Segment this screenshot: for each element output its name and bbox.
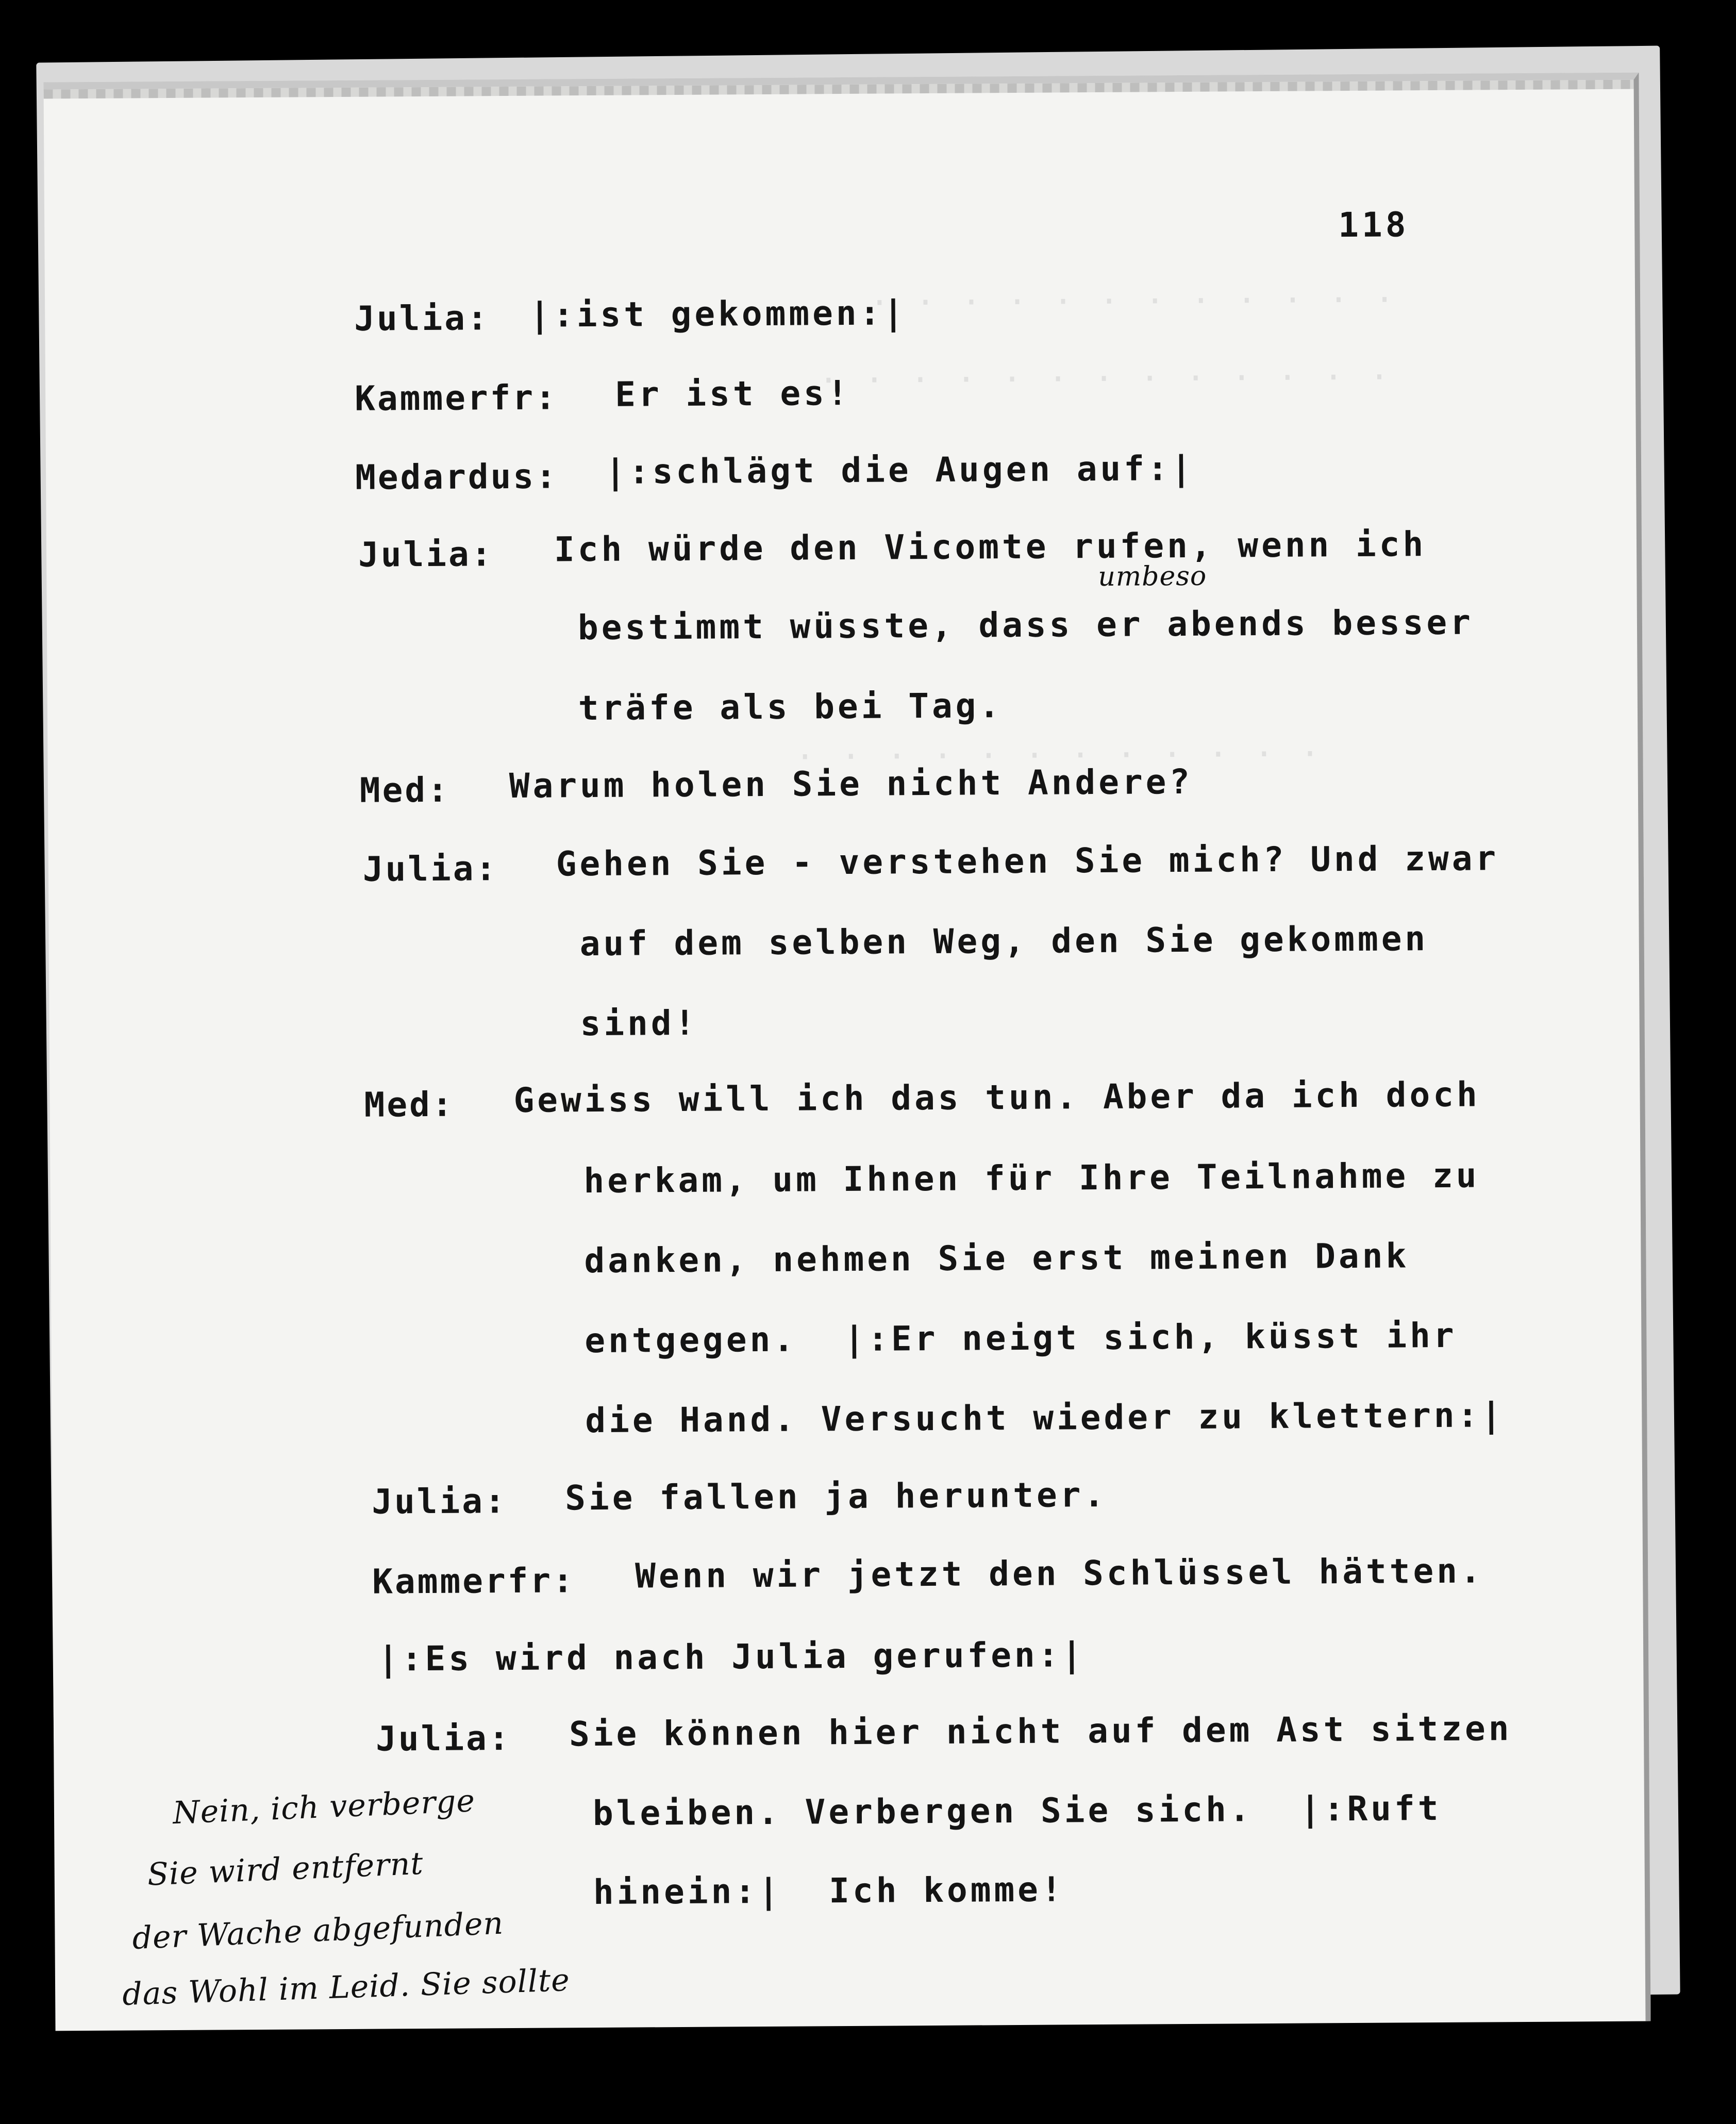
dialogue-line: bleiben. Verbergen Sie sich. |:Ruft — [592, 1788, 1442, 1834]
speaker-label: Med: — [359, 770, 450, 810]
typescript-page — [43, 73, 1650, 2031]
dialogue-line: Gehen Sie - verstehen Sie mich? Und zwar — [556, 838, 1499, 884]
stage-direction: |:Es wird nach Julia gerufen:| — [377, 1635, 1086, 1679]
handwritten-margin-note: der Wache abgefunden — [131, 1905, 505, 1957]
bleed-through-text: . . . . . . . . . . . . — [795, 726, 1323, 768]
speaker-label: Medardus: — [355, 456, 559, 497]
dialogue-line: auf dem selben Weg, den Sie gekommen — [579, 919, 1429, 964]
bleed-through-text: . . . . . . . . . . . . . — [818, 349, 1393, 391]
dialogue-line: die Hand. Versucht wieder zu klettern:| — [585, 1395, 1505, 1441]
bleed-through-text: . . . . . . . . . . . . — [869, 272, 1398, 313]
handwritten-margin-note: Nein, ich verberge — [172, 1783, 476, 1832]
speaker-label: Julia: — [358, 534, 494, 575]
speaker-label: Julia: — [372, 1481, 507, 1522]
dialogue-line: Er ist es! — [614, 373, 851, 414]
dialogue-line: sind! — [580, 1003, 698, 1044]
dialogue-line: Ich würde den Vicomte rufen, wenn ich — [554, 524, 1427, 570]
dialogue-line: Warum holen Sie nicht Andere? — [509, 761, 1193, 806]
dialogue-line: danken, nehmen Sie erst meinen Dank — [584, 1236, 1410, 1281]
speaker-label: Kammerfr: — [355, 377, 558, 419]
dialogue-line: entgegen. |:Er neigt sich, küsst ihr — [585, 1315, 1457, 1361]
dialogue-line: hinein:| Ich komme! — [593, 1869, 1065, 1913]
speaker-label: Med: — [364, 1084, 455, 1125]
dialogue-line: Sie fallen ja herunter. — [565, 1474, 1108, 1518]
dialogue-line: |:ist gekommen:| — [529, 293, 907, 335]
dialogue-line: |:schlägt die Augen auf:| — [605, 448, 1195, 492]
speaker-label: Kammerfr: — [372, 1561, 576, 1602]
dialogue-line: herkam, um Ihnen für Ihre Teilnahme zu — [583, 1155, 1480, 1201]
dialogue-line: bestimmt wüsste, dass er abends besser — [577, 602, 1474, 648]
dialogue-line: Gewiss will ich das tun. Aber da ich doch — [513, 1074, 1480, 1120]
handwritten-margin-note: das Wohl im Leid. Sie sollte — [122, 1962, 571, 2013]
speaker-label: Julia: — [362, 849, 498, 889]
dialogue-line: Wenn wir jetzt den Schlüssel hätten. — [635, 1551, 1484, 1596]
handwritten-insertion: umbeso — [1098, 560, 1207, 593]
dialogue-line: träfe als bei Tag. — [578, 686, 1003, 728]
handwritten-margin-note: Sie wird entfernt — [146, 1845, 424, 1893]
dialogue-line: Sie können hier nicht auf dem Ast sitzen — [569, 1708, 1512, 1754]
page-number: 118 — [1338, 205, 1409, 245]
speaker-label: Julia: — [354, 298, 490, 339]
speaker-label: Julia: — [375, 1718, 511, 1759]
